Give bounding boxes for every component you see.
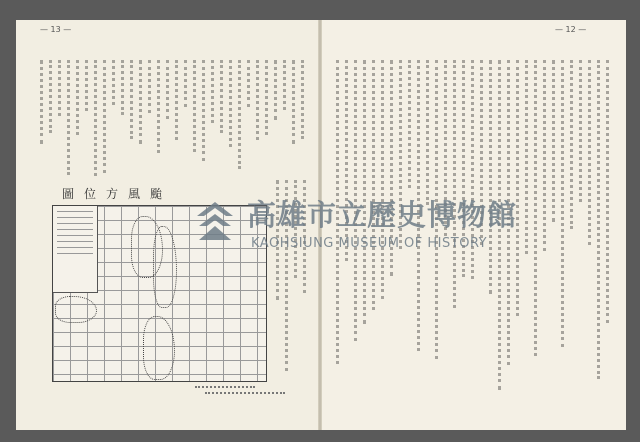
museum-watermark — [195, 198, 525, 256]
watermark-name-cn: 高雄市立歷史博物館 — [247, 198, 518, 232]
text-column — [85, 60, 91, 111]
left-page-text-upper — [40, 60, 305, 178]
text-column — [103, 60, 109, 173]
text-column — [588, 60, 594, 245]
map-landmass — [153, 226, 177, 308]
map-title: 颱風方位圖 — [62, 187, 173, 201]
text-column — [247, 60, 253, 107]
text-column — [202, 60, 208, 161]
text-column — [453, 60, 459, 308]
text-column — [166, 60, 172, 119]
text-column — [426, 60, 432, 205]
text-column — [238, 60, 244, 169]
text-column — [283, 60, 289, 110]
text-column — [130, 60, 136, 139]
text-column — [157, 60, 163, 153]
museum-logo-icon — [195, 200, 235, 245]
text-column — [265, 60, 271, 135]
text-column — [184, 60, 190, 107]
text-column — [408, 60, 414, 188]
text-column — [112, 60, 118, 105]
text-column — [76, 60, 82, 135]
text-column — [220, 60, 226, 133]
text-column — [229, 60, 235, 147]
map-caption — [195, 386, 255, 391]
text-column — [121, 60, 127, 115]
text-column — [516, 60, 522, 316]
left-page-number: — 13 — — [40, 25, 72, 34]
map-landmass — [55, 296, 97, 323]
text-column — [301, 60, 307, 139]
text-column — [363, 60, 369, 324]
text-column — [58, 60, 64, 116]
map-caption — [205, 392, 285, 397]
text-column — [561, 60, 567, 347]
text-column — [211, 60, 217, 123]
text-column — [49, 60, 55, 133]
text-column — [40, 60, 46, 144]
right-page-number: — 12 — — [555, 25, 587, 34]
watermark-name-en: KAOHSIUNG MUSEUM OF HISTORY — [251, 236, 488, 251]
text-column — [139, 60, 145, 144]
text-column — [256, 60, 262, 140]
text-column — [372, 60, 378, 310]
text-column — [525, 60, 531, 254]
text-column — [175, 60, 181, 140]
text-column — [570, 60, 576, 229]
text-column — [67, 60, 73, 175]
text-column — [597, 60, 603, 379]
text-column — [543, 60, 549, 251]
map-landmass — [143, 316, 175, 380]
text-column — [606, 60, 612, 323]
map-legend — [53, 206, 98, 293]
text-column — [292, 60, 298, 144]
text-column — [552, 60, 558, 222]
text-column — [579, 60, 585, 202]
text-column — [148, 60, 154, 113]
text-column — [193, 60, 199, 152]
text-column — [94, 60, 100, 176]
text-column — [489, 60, 495, 294]
text-column — [381, 60, 387, 299]
text-column — [534, 60, 540, 356]
text-column — [274, 60, 280, 120]
